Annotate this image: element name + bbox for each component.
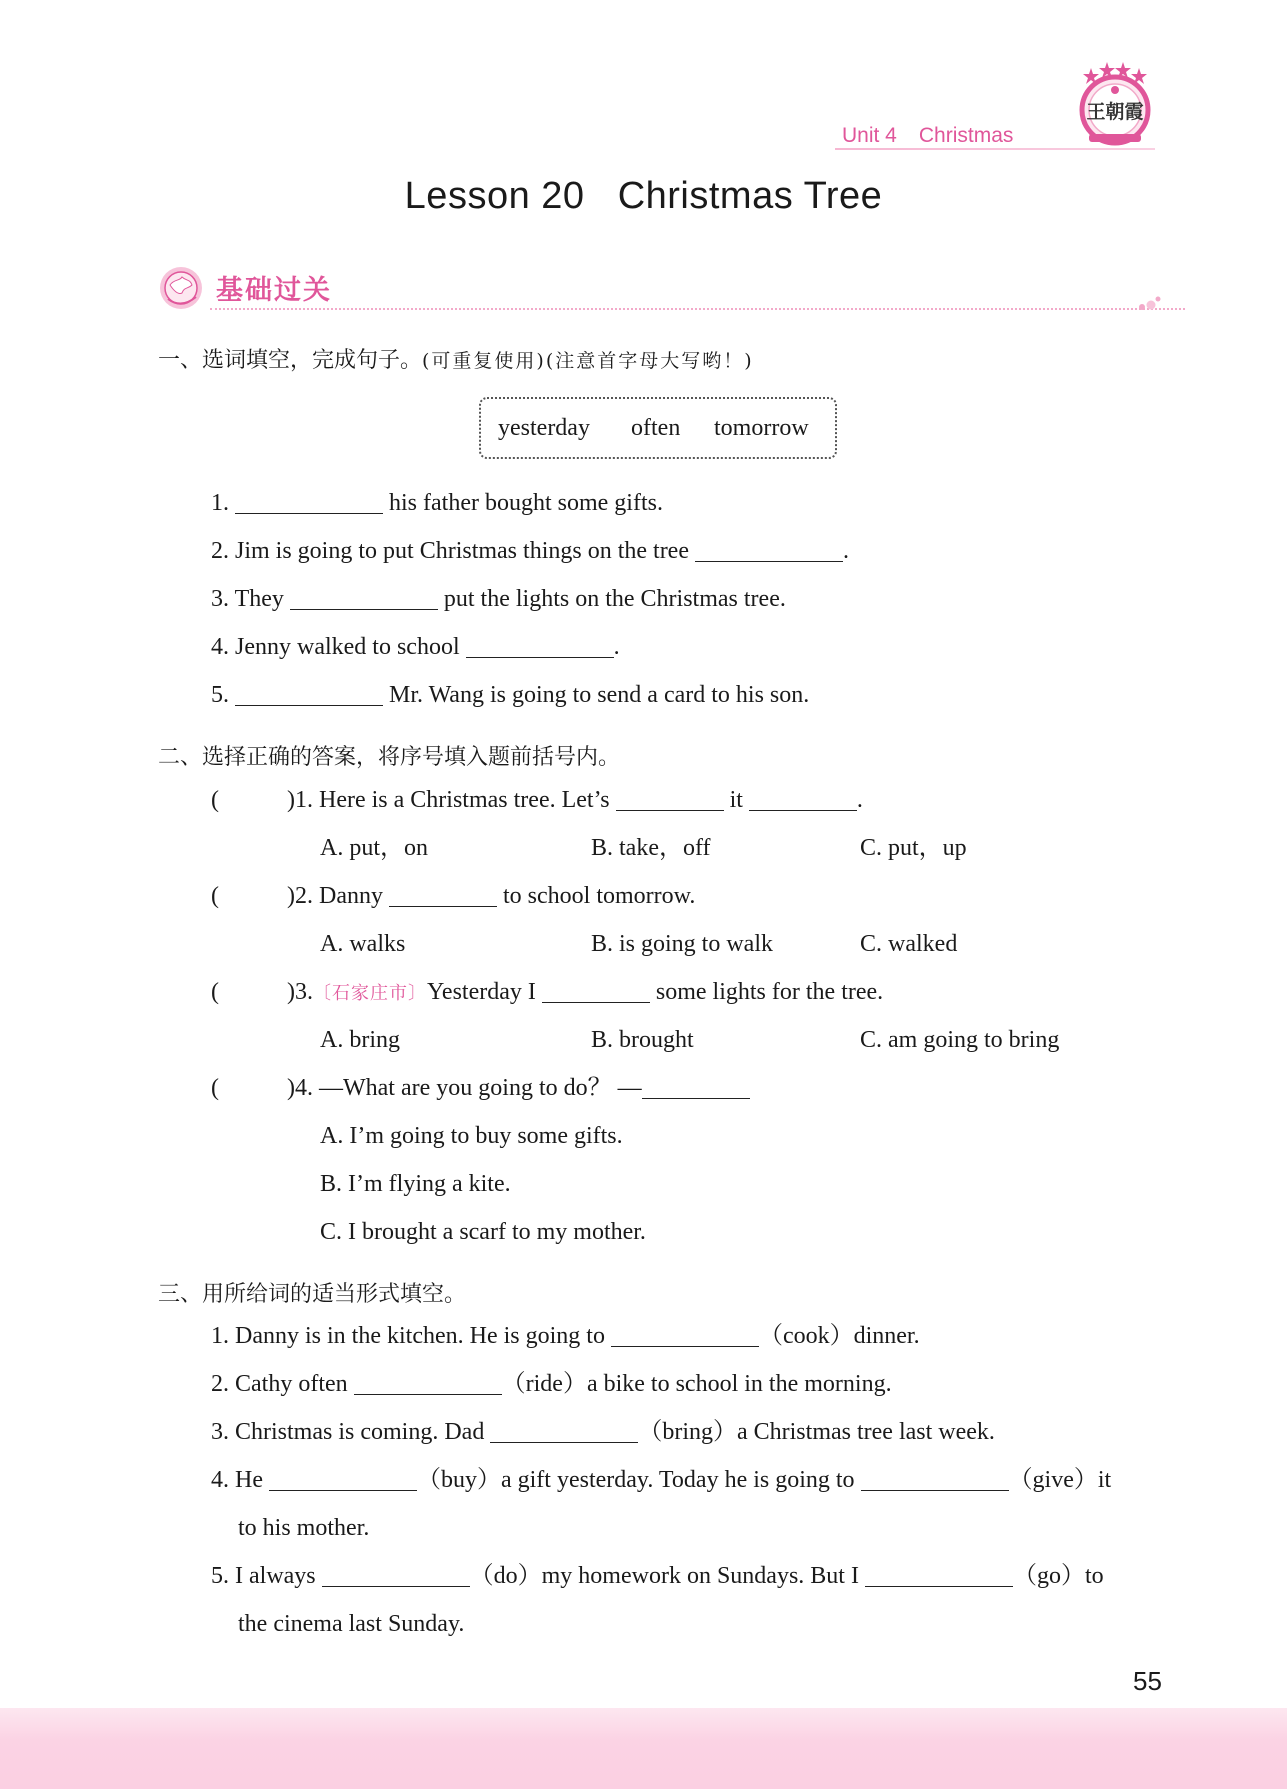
answer-blank (616, 788, 724, 811)
item-text: Mr. Wang is going to send a card to his son. (389, 682, 810, 708)
option-a: A. walks (320, 931, 406, 957)
part2-question-3 (211, 977, 883, 1009)
question-text: some lights for the tree. (655, 979, 884, 1005)
answer-blank[interactable] (865, 1564, 1013, 1587)
item-text: （bring）a Christmas tree last week. (638, 1419, 995, 1445)
item-text: 2. Jim is going to put Christmas things on the tree (211, 538, 689, 564)
question-text: Danny (319, 883, 383, 909)
part3-item-5-continued: the cinema last Sunday. (238, 1611, 465, 1637)
section-banner (158, 263, 1158, 313)
item-number: 1. (211, 490, 229, 516)
part3-item-5 (211, 1561, 1104, 1591)
part2-heading: 二、选择正确的答案，将序号填入题前括号内。 (158, 745, 621, 770)
part1-title: 一、选词填空，完成句子。 (158, 348, 423, 373)
word-box (479, 397, 837, 459)
question-number: )3. (287, 979, 313, 1005)
decorative-dots-icon (1136, 293, 1176, 313)
banner-dotted-line (210, 308, 1185, 310)
option-a: A. bring (320, 1027, 400, 1053)
option-b: B. I’m flying a kite. (320, 1171, 511, 1197)
option-c: C. I brought a scarf to my mother. (320, 1219, 646, 1245)
item-text: . (613, 634, 620, 660)
answer-blank[interactable] (695, 539, 843, 562)
part1-note: (可重复使用)(注意首字母大写哟！) (422, 350, 754, 372)
question-number: )4. (287, 1075, 313, 1101)
part2-question-2 (211, 881, 695, 911)
word-option: often (631, 415, 681, 441)
option-b: B. brought (591, 1027, 694, 1053)
item-text: （cook）dinner. (758, 1323, 920, 1349)
footer-band (0, 1708, 1287, 1789)
item-text: （ride）a bike to school in the morning. (501, 1371, 892, 1397)
item-text: （buy）a gift yesterday. Today he is going to (416, 1467, 855, 1493)
part1-item-4 (211, 632, 620, 662)
part3-item-1 (211, 1321, 920, 1351)
option-a: A. put，on (320, 835, 428, 861)
section-title: 基础过关 (216, 275, 332, 306)
part3-item-3 (211, 1417, 995, 1447)
part1-item-5 (211, 680, 809, 710)
answer-blank (749, 788, 857, 811)
item-number: 5. (211, 682, 229, 708)
part1-item-3 (211, 584, 786, 614)
brand-name: 王朝霞 (1086, 101, 1144, 123)
question-number: )2. (287, 883, 313, 909)
answer-blank[interactable] (466, 635, 614, 658)
answer-blank[interactable] (269, 1468, 417, 1491)
unit-number: Unit 4 (842, 124, 897, 147)
answer-blank[interactable] (861, 1468, 1009, 1491)
question-text: Yesterday I (427, 979, 536, 1005)
item-text: put the lights on the Christmas tree. (443, 586, 786, 612)
option-b: B. is going to walk (591, 931, 774, 957)
globe-icon (158, 265, 204, 311)
brand-logo-icon (1075, 60, 1155, 150)
option-b: B. take，off (591, 835, 711, 861)
answer-blank[interactable] (490, 1420, 638, 1443)
question-text: to school tomorrow. (502, 883, 696, 909)
unit-header (842, 124, 1013, 148)
item-text: 5. I always (211, 1563, 316, 1589)
item-text: 3. Christmas is coming. Dad (211, 1419, 485, 1445)
item-text: （give）it (1008, 1467, 1112, 1493)
answer-blank (642, 1076, 750, 1099)
item-text: 3. They (211, 586, 284, 612)
item-text: 4. Jenny walked to school (211, 634, 460, 660)
answer-blank[interactable] (290, 587, 438, 610)
question-text: Here is a Christmas tree. Let’s (319, 787, 610, 813)
answer-blank (389, 884, 497, 907)
part1-heading (158, 343, 754, 374)
word-option: tomorrow (714, 415, 809, 441)
page-number: 55 (1133, 1666, 1162, 1696)
answer-paren[interactable]: ( (211, 979, 219, 1005)
question-text: . (856, 787, 863, 813)
part3-item-4 (211, 1465, 1111, 1495)
region-tag: 〔石家庄市〕 (313, 983, 427, 1004)
question-text: it (729, 787, 743, 813)
part3-item-2 (211, 1369, 892, 1399)
question-number: )1. (287, 787, 313, 813)
answer-blank[interactable] (322, 1564, 470, 1587)
item-text: 4. He (211, 1467, 263, 1493)
option-c: C. walked (860, 931, 958, 957)
answer-blank (542, 980, 650, 1003)
part3-heading: 三、用所给词的适当形式填空。 (158, 1282, 467, 1307)
part2-question-4 (211, 1073, 750, 1103)
part1-item-2 (211, 536, 849, 566)
lesson-title: Lesson 20 Christmas Tree (404, 175, 883, 217)
item-text: 2. Cathy often (211, 1371, 348, 1397)
part3-item-4-continued: to his mother. (238, 1515, 370, 1541)
item-text: his father bought some gifts. (389, 490, 663, 516)
item-text: （do）my homework on Sundays. But I (469, 1563, 859, 1589)
answer-paren[interactable]: ( (211, 883, 219, 909)
part2-question-1 (211, 785, 863, 815)
part1-item-1 (211, 488, 663, 518)
option-c: C. am going to bring (860, 1027, 1060, 1053)
answer-paren[interactable]: ( (211, 1075, 219, 1101)
unit-title: Christmas (918, 124, 1014, 147)
answer-blank[interactable] (354, 1372, 502, 1395)
answer-paren[interactable]: ( (211, 787, 219, 813)
answer-blank[interactable] (235, 491, 383, 514)
item-text: 1. Danny is in the kitchen. He is going to (211, 1323, 605, 1349)
option-c: C. put，up (860, 835, 967, 861)
answer-blank[interactable] (611, 1324, 759, 1347)
answer-blank[interactable] (235, 683, 383, 706)
option-a: A. I’m going to buy some gifts. (320, 1123, 623, 1149)
item-text: . (842, 538, 849, 564)
word-option: yesterday (498, 415, 590, 441)
item-text: （go）to (1012, 1563, 1104, 1589)
question-text: —What are you going to do？ — (319, 1075, 642, 1101)
